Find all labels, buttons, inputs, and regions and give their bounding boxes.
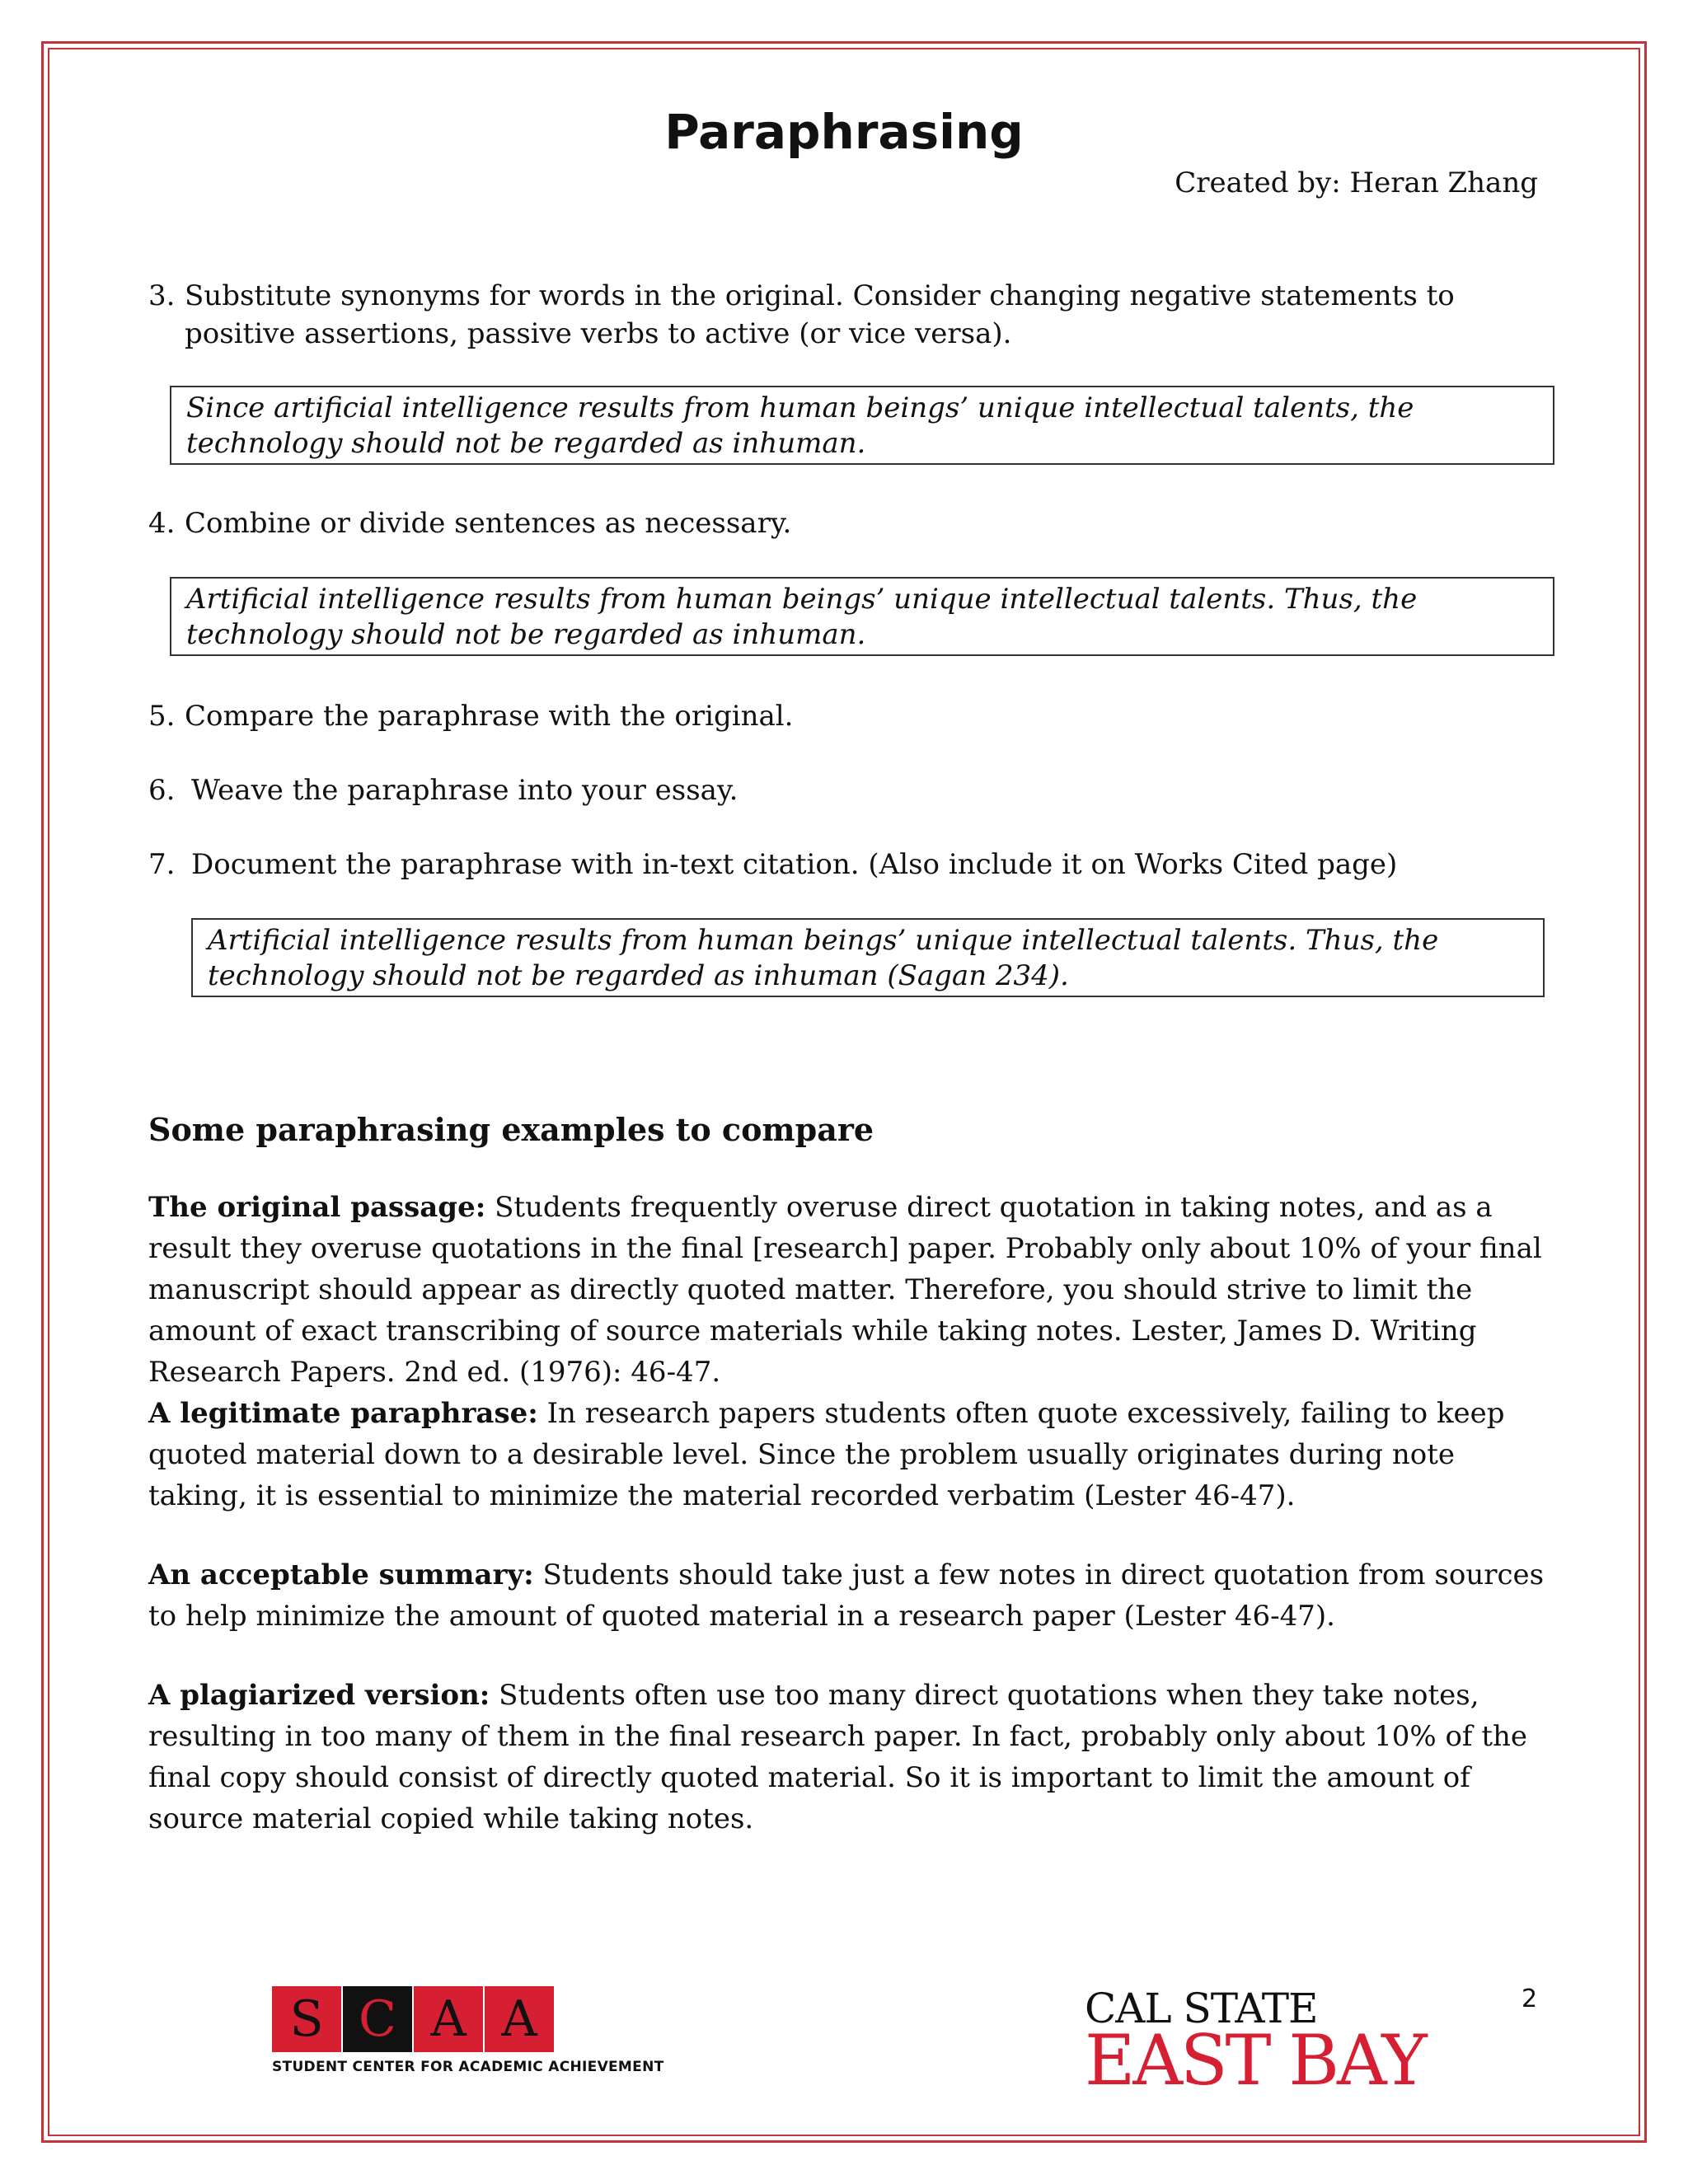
step-text: Compare the paraphrase with the original. [185, 700, 794, 733]
logo-line-east-bay: EAST BAY [1085, 2020, 1425, 2101]
step-text: Weave the paraphrase into your essay. [191, 774, 738, 807]
scaa-letters [272, 1986, 664, 2052]
scaa-letter-a1: A [414, 1986, 483, 2052]
step-number: 3. [148, 279, 176, 312]
paragraph-text: Students should take just a few notes in direct quotation from sources to help minimize the amount of quoted material in a research paper (Lester 46-47). [148, 1558, 1545, 1633]
logo-line-cal-state: CAL STATE [1085, 1985, 1318, 2032]
cal-state-east-bay-logo [1085, 1985, 1425, 2101]
page-number: 2 [1522, 1985, 1538, 2013]
step-number: 5. [148, 700, 176, 733]
paragraph-label: A plagiarized version: [148, 1679, 490, 1712]
example-text: Since artificial intelligence results from human beings’ unique intellectual talents, the technology should not be regarded as inhuman. [186, 391, 1414, 460]
paragraph-text: Students frequently overuse direct quotation in taking notes, and as a result they overuse quotations in the final [research] paper. Probably only about 10% of your final manuscript should appear as directly quoted matter. Therefore, you should strive to limit the amount of exact transcribing of source materials while taking notes. Lester, James D. Writing Research Papers. 2nd ed. (1976): 46-47. [148, 1191, 1542, 1389]
paragraph-label: The original passage: [148, 1191, 486, 1224]
paragraph-text: Students often use too many direct quotations when they take notes, resulting in too many of them in the final research paper. In fact, probably only about 10% of the final copy should consist of directly quoted material. So it is important to limit the amount of source material copied while taking notes. [148, 1679, 1528, 1835]
scaa-caption: STUDENT CENTER FOR ACADEMIC ACHIEVEMENT [272, 2059, 664, 2075]
step-number: 4. [148, 507, 176, 540]
step-6 [148, 771, 1550, 809]
scaa-letter-a2: A [485, 1986, 554, 2052]
acceptable-summary [148, 1554, 1550, 1637]
plagiarized-version [148, 1675, 1550, 1840]
step-4 [148, 504, 1550, 542]
scaa-letter-c: C [343, 1986, 412, 2052]
step-5 [148, 697, 1550, 735]
section-heading: Some paraphrasing examples to compare [148, 1111, 874, 1148]
step-number: 7. [148, 848, 176, 881]
legitimate-paraphrase [148, 1393, 1550, 1516]
example-box-3 [191, 918, 1545, 997]
step-text: Substitute synonyms for words in the original. Consider changing negative statements to positive assertions, passive verbs to active (or vice versa). [185, 279, 1455, 350]
example-box-1 [170, 386, 1554, 465]
example-text: Artificial intelligence results from human beings’ unique intellectual talents. Thus, the technology should not be regarded as inhuman. [186, 583, 1418, 651]
page-title: Paraphrasing [664, 104, 1024, 160]
original-passage [148, 1187, 1550, 1393]
scaa-logo [272, 1986, 664, 2075]
step-3 [148, 277, 1550, 353]
paragraph-label: A legitimate paraphrase: [148, 1397, 538, 1430]
example-box-2 [170, 577, 1554, 656]
paragraph-label: An acceptable summary: [148, 1558, 534, 1591]
step-number: 6. [148, 774, 176, 807]
scaa-letter-s: S [272, 1986, 341, 2052]
step-text: Combine or divide sentences as necessary. [185, 507, 792, 540]
step-7 [148, 846, 1550, 883]
step-text: Document the paraphrase with in-text citation. (Also include it on Works Cited page) [191, 848, 1398, 881]
example-text: Artificial intelligence results from human beings’ unique intellectual talents. Thus, the technology should not be regarded as inhuman (Sagan 234). [208, 924, 1439, 992]
author-line: Created by: Heran Zhang [1175, 166, 1538, 199]
paragraph-text: In research papers students often quote excessively, failing to keep quoted material down to a desirable level. Since the problem usually originates during note taking, it is essential to minimize the material recorded verbatim (Lester 46-47). [148, 1397, 1505, 1512]
